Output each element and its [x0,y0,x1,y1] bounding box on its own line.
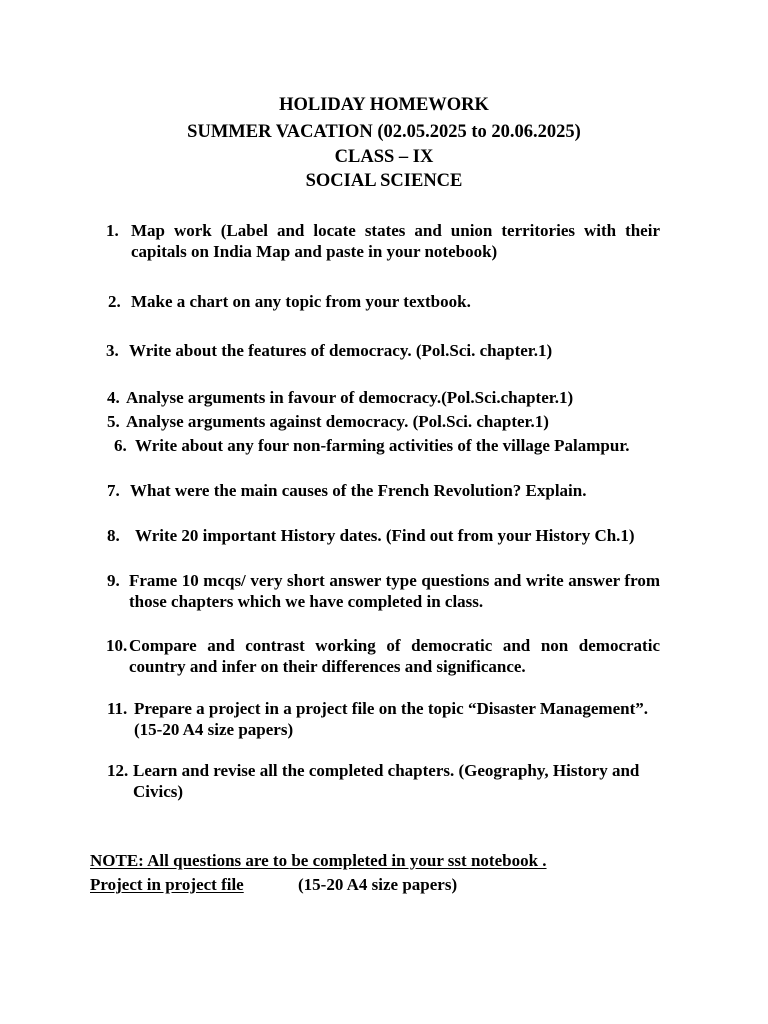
item-number: 7. [107,481,120,500]
item-text: Write about the features of democracy. (Pol.Sci. chapter.1) [129,341,553,360]
item-text: Make a chart on any topic from your textbook. [131,292,471,311]
item-number: 2. [108,292,121,311]
item-number: 6. [114,436,127,455]
list-item [0,387,768,409]
item-text: Map work (Label and locate states and union territories with their capitals on India Map and paste in your notebook) [131,221,660,261]
item-text: What were the main causes of the French Revolution? Explain. [130,481,587,500]
list-item [0,570,768,614]
item-text: Frame 10 mcqs/ very short answer type questions and write answer from those chapters which we have completed in class. [129,571,660,611]
item-number: 12. [107,761,129,780]
item-text: Learn and revise all the completed chapters. (Geography, History and Civics) [133,761,640,801]
project-note-label: Project in project file [90,875,244,894]
item-number: 10. [106,636,128,655]
document-title: HOLIDAY HOMEWORK [279,95,489,115]
list-item [0,291,768,313]
item-number: 5. [107,412,120,431]
item-text: Analyse arguments in favour of democracy.(Pol.Sci.chapter.1) [126,388,574,407]
item-text: Analyse arguments against democracy. (Pol.Sci. chapter.1) [126,412,549,431]
item-text: Write 20 important History dates. (Find out from your History Ch.1) [135,526,635,545]
item-text: Prepare a project in a project file on the topic “Disaster Management”. (15-20 A4 size papers) [134,699,648,739]
item-number: 4. [107,388,120,407]
item-number: 9. [107,571,120,590]
item-number: 3. [106,341,119,360]
list-item [0,340,768,362]
project-note-value: (15-20 A4 size papers) [298,875,458,894]
item-text: Compare and contrast working of democratic and non democratic country and infer on their differences and significance. [129,636,660,676]
item-number: 1. [106,221,119,240]
note-text: NOTE: All questions are to be completed in your sst notebook . [90,851,547,870]
list-item [0,760,768,804]
list-item [0,525,768,547]
vacation-dates-heading: SUMMER VACATION (02.05.2025 to 20.06.2025) [187,122,581,142]
item-text: Write about any four non-farming activities of the village Palampur. [135,436,630,455]
list-item [0,480,768,502]
item-number: 11. [107,699,128,718]
list-item [0,435,768,457]
subject-heading: SOCIAL SCIENCE [305,171,463,191]
item-number: 8. [107,526,120,545]
project-note [90,874,458,895]
class-heading: CLASS – IX [334,147,434,167]
list-item [0,411,768,433]
list-item [0,220,768,264]
list-item [0,635,768,679]
list-item [0,698,768,742]
